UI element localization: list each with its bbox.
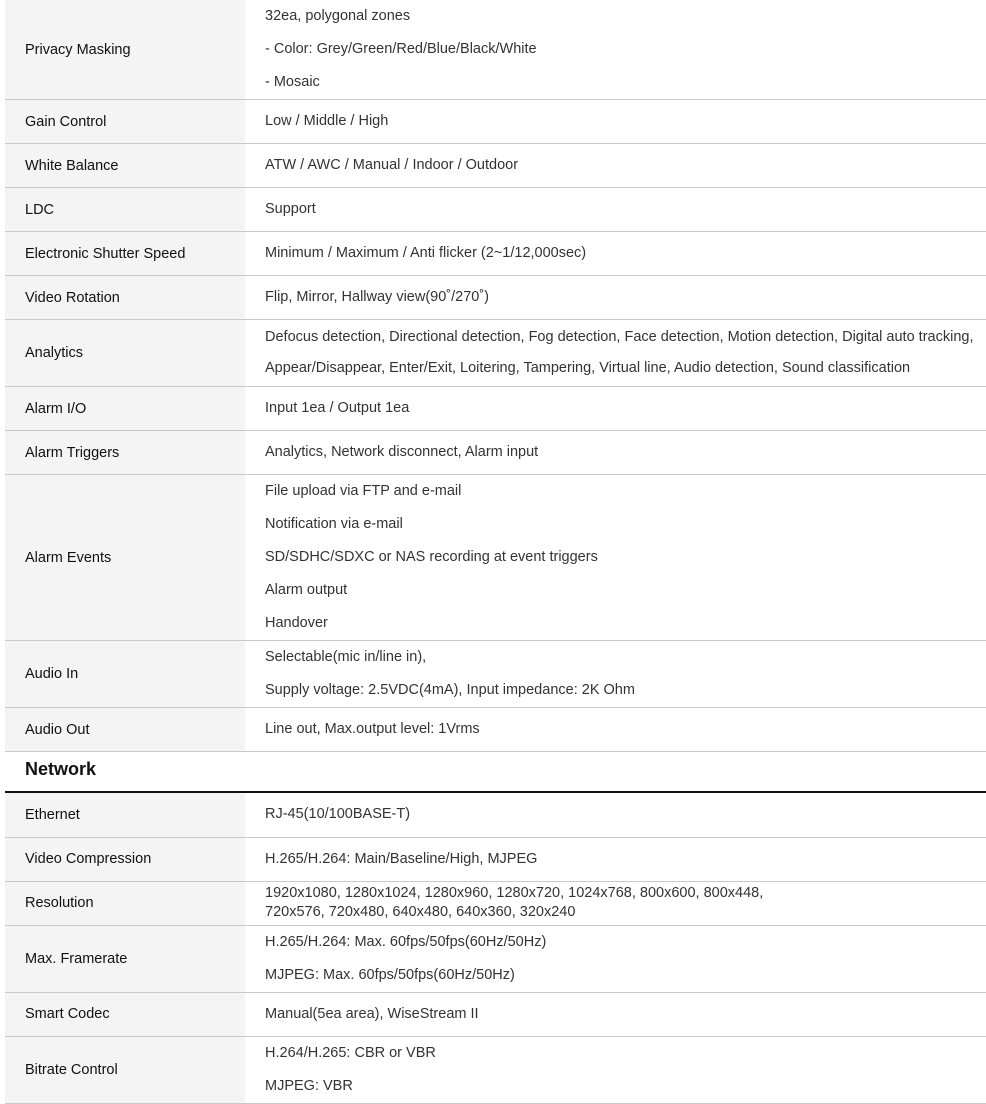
spec-label: Max. Framerate — [5, 925, 245, 992]
spec-value-line: Minimum / Maximum / Anti flicker (2~1/12,000sec) — [265, 245, 587, 261]
spec-row-video-compression — [5, 837, 986, 881]
spec-row-ldc — [5, 188, 986, 232]
spec-row-alarm-events — [5, 475, 986, 641]
spec-value — [245, 992, 986, 1036]
spec-row-max-framerate — [5, 925, 986, 992]
spec-value — [245, 0, 986, 100]
section-heading-network — [5, 748, 986, 793]
section-title: Network — [25, 759, 97, 779]
spec-value-line: Line out, Max.output level: 1Vrms — [265, 721, 480, 737]
spec-value — [245, 232, 986, 276]
spec-value-line: Input 1ea / Output 1ea — [265, 400, 410, 416]
spec-value-line: MJPEG: VBR — [265, 1077, 353, 1094]
spec-row-bitrate-control — [5, 1036, 986, 1103]
spec-value — [245, 320, 986, 387]
spec-label: Video Compression — [5, 837, 245, 881]
spec-value-line: Selectable(mic in/line in), — [265, 649, 427, 665]
spec-value — [245, 1036, 986, 1103]
spec-value-line: 32ea, polygonal zones — [265, 8, 411, 24]
spec-value-line: MJPEG: Max. 60fps/50fps(60Hz/50Hz) — [265, 966, 515, 983]
spec-value — [245, 188, 986, 232]
spec-label: Alarm Triggers — [5, 431, 245, 475]
spec-label: Alarm I/O — [5, 387, 245, 431]
spec-value-line: Notification via e-mail — [265, 516, 403, 532]
spec-label: Video Rotation — [5, 276, 245, 320]
spec-value-line: Low / Middle / High — [265, 113, 389, 129]
spec-value — [245, 793, 986, 837]
spec-value — [245, 100, 986, 144]
spec-label: Ethernet — [5, 793, 245, 837]
spec-label: Electronic Shutter Speed — [5, 232, 245, 276]
spec-row-white-balance — [5, 144, 986, 188]
spec-value — [245, 475, 986, 641]
spec-row-analytics — [5, 320, 986, 387]
spec-value-line: 720x576, 720x480, 640x480, 640x360, 320x240 — [265, 904, 576, 920]
spec-label: Analytics — [5, 320, 245, 387]
spec-label: Bitrate Control — [5, 1036, 245, 1103]
spec-value-line: Manual(5ea area), WiseStream II — [265, 1005, 479, 1022]
spec-label: White Balance — [5, 144, 245, 188]
spec-value-line: Appear/Disappear, Enter/Exit, Loitering, Tampering, Virtual line, Audio detection, Sound classification — [265, 360, 911, 376]
spec-value-line: File upload via FTP and e-mail — [265, 483, 462, 499]
spec-value-line: H.265/H.264: Main/Baseline/High, MJPEG — [265, 850, 538, 867]
spec-label: Privacy Masking — [5, 0, 245, 100]
spec-value-line: Defocus detection, Directional detection, Fog detection, Face detection, Motion detection, Digital auto tracking, — [265, 329, 974, 345]
spec-value-line: H.264/H.265: CBR or VBR — [265, 1044, 436, 1061]
spec-label: Alarm Events — [5, 475, 245, 641]
spec-value — [245, 708, 986, 752]
spec-row-alarm-triggers — [5, 431, 986, 475]
spec-label: Gain Control — [5, 100, 245, 144]
spec-row-alarm-io — [5, 387, 986, 431]
spec-row-video-rotation — [5, 276, 986, 320]
spec-value-line: H.265/H.264: Max. 60fps/50fps(60Hz/50Hz) — [265, 933, 547, 950]
spec-row-ethernet — [5, 793, 986, 837]
spec-row-privacy-masking — [5, 0, 986, 100]
spec-value-line: ATW / AWC / Manual / Indoor / Outdoor — [265, 157, 519, 173]
spec-row-audio-in — [5, 641, 986, 708]
spec-value-line: Flip, Mirror, Hallway view(90˚/270˚) — [265, 289, 489, 305]
spec-value — [245, 881, 986, 925]
spec-table-video — [5, 0, 986, 752]
spec-value-line: 1920x1080, 1280x1024, 1280x960, 1280x720, 1024x768, 800x600, 800x448, — [265, 885, 764, 901]
spec-row-resolution — [5, 881, 986, 925]
spec-label: Audio Out — [5, 708, 245, 752]
spec-value-line: Handover — [265, 615, 328, 631]
spec-value — [245, 144, 986, 188]
spec-value-line: - Color: Grey/Green/Red/Blue/Black/White — [265, 41, 537, 57]
spec-value — [245, 641, 986, 708]
spec-label: Smart Codec — [5, 992, 245, 1036]
spec-row-smart-codec — [5, 992, 986, 1036]
spec-row-gain-control — [5, 100, 986, 144]
spec-value-line: - Mosaic — [265, 74, 320, 90]
spec-label: Audio In — [5, 641, 245, 708]
spec-label: Resolution — [5, 881, 245, 925]
spec-value-line: RJ-45(10/100BASE-T) — [265, 806, 411, 823]
spec-value-line: Supply voltage: 2.5VDC(4mA), Input impedance: 2K Ohm — [265, 682, 635, 698]
spec-value — [245, 925, 986, 992]
spec-value — [245, 276, 986, 320]
spec-value-line: Alarm output — [265, 582, 348, 598]
spec-value — [245, 387, 986, 431]
spec-row-electronic-shutter-speed — [5, 232, 986, 276]
spec-value — [245, 837, 986, 881]
spec-value-line: Support — [265, 201, 316, 217]
spec-table-network — [5, 793, 986, 1104]
spec-row-audio-out — [5, 708, 986, 752]
spec-value — [245, 431, 986, 475]
spec-value-line: Analytics, Network disconnect, Alarm input — [265, 444, 539, 460]
spec-label: LDC — [5, 188, 245, 232]
spec-value-line: SD/SDHC/SDXC or NAS recording at event triggers — [265, 549, 598, 565]
